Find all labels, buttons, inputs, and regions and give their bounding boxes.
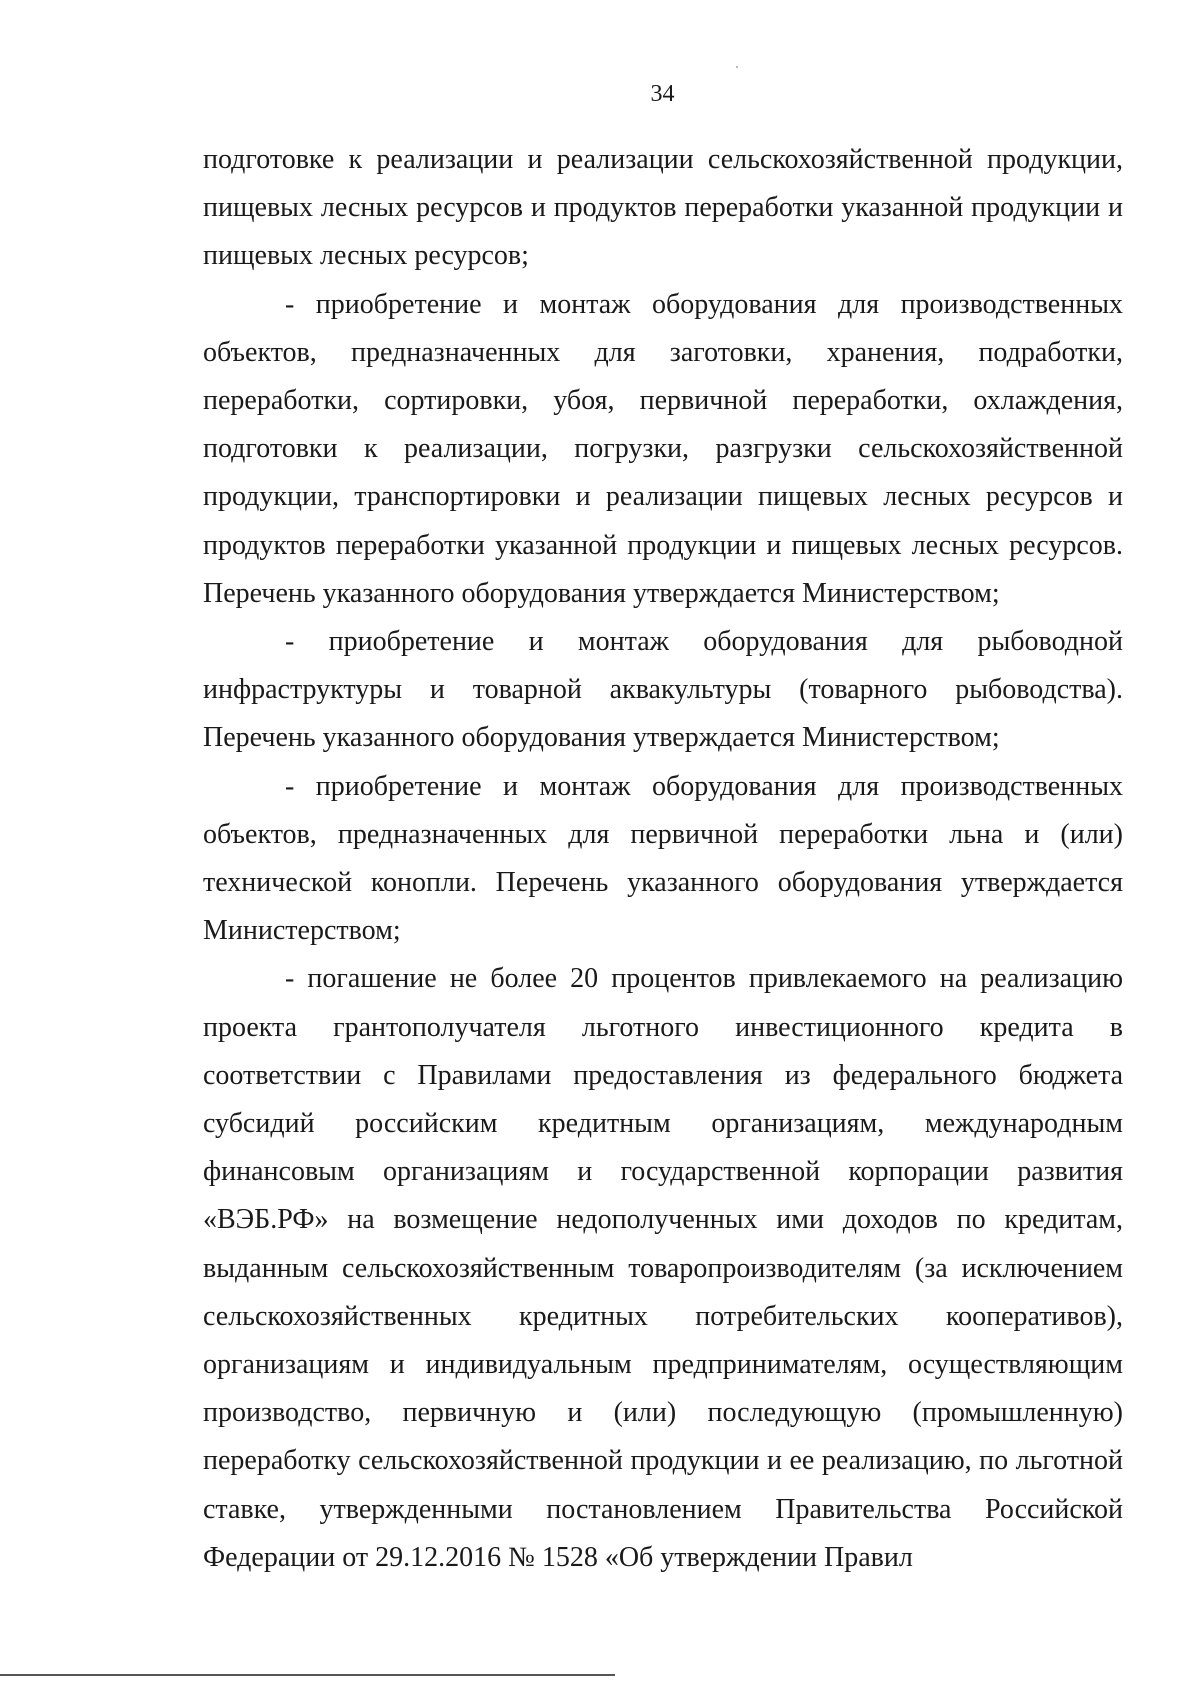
paragraph-loan-repayment: - погашение не более 20 процентов привлекаемого на реализацию проекта грантополучателя льготного инвестиционного кредита в соответствии с Правилами предоставления из федерального бюджета субсидий российским кредитным организациям, международным финансовым организациям и государственной корпорации развития «ВЭБ.РФ» на возмещение недополученных ими доходов по кредитам, выданным сельскохозяйственным товаропроизводителям (за исключением сельскохозяйственных кредитных потребительских кооперативов), организациям и индивидуальным предпринимателям, осуществляющим производство, первичную и (или) последующую (промышленную) переработку сельскохозяйственной продукции и ее реализацию, по льготной ставке, утвержденными постановлением Правительства Российской Федерации от 29.12.2016 № 1528 «Об утверждении Правил (203, 963, 1123, 1573)
paragraph-equipment-flax: - приобретение и монтаж оборудования для производственных объектов, предназначенных для первичной переработки льна и (или) технической конопли. Перечень указанного оборудования утверждается Министерством; (203, 770, 1123, 947)
document-body (203, 136, 1123, 1582)
paragraph-equipment-production: - приобретение и монтаж оборудования для производственных объектов, предназначенных для заготовки, хранения, подработки, переработки, сортировки, убоя, первичной переработки, охлаждения, подготовки к реализации, погрузки, разгрузки сельскохозяйственной продукции, транспортировки и реализации пищевых лесных ресурсов и продуктов переработки указанной продукции и пищевых лесных ресурсов. Перечень указанного оборудования утверждается Министерством; (203, 288, 1123, 609)
scan-speck (736, 66, 738, 68)
bottom-scan-line (0, 1674, 615, 1676)
page-number: 34 (650, 81, 675, 107)
paragraph-continuation: подготовке к реализации и реализации сельскохозяйственной продукции, пищевых лесных ресурсов и продуктов переработки указанной продукции и пищевых лесных ресурсов; (203, 144, 1123, 272)
paragraph-equipment-fish-farming: - приобретение и монтаж оборудования для рыбоводной инфраструктуры и товарной аквакультуры (товарного рыбоводства). Перечень указанного оборудования утверждается Министерством; (203, 626, 1123, 754)
